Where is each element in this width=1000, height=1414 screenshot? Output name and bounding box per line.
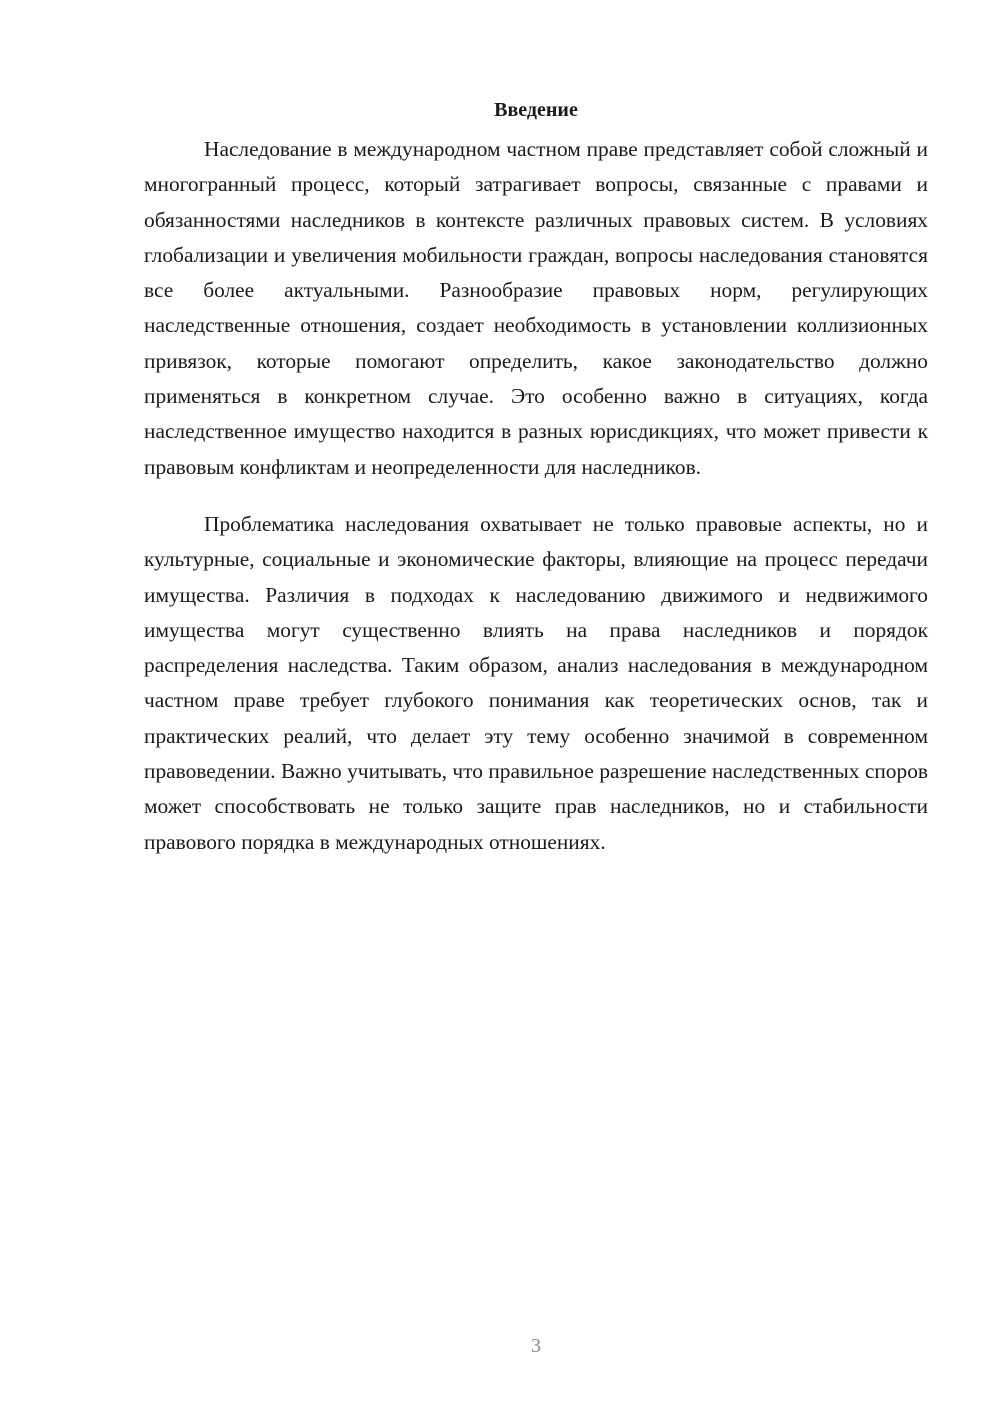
page-content bbox=[144, 96, 928, 860]
paragraph-1: Наследование в международном частном праве представляет собой сложный и многогранный процесс, который затрагивает вопросы, связанные с правами и обязанностями наследников в контексте различных правовых систем. В условиях глобализации и увеличения мобильности граждан, вопросы наследования становятся все более актуальными. Разнообразие правовых норм, регулирующих наследственные отношения, создает необходимость в установлении коллизионных привязок, которые помогают определить, какое законодательство должно применяться в конкретном случае. Это особенно важно в ситуациях, когда наследственное имущество находится в разных юрисдикциях, что может привести к правовым конфликтам и неопределенности для наследников. bbox=[144, 137, 928, 479]
section-title: Введение bbox=[494, 99, 578, 121]
paragraph-2: Проблематика наследования охватывает не только правовые аспекты, но и культурные, социальные и экономические факторы, влияющие на процесс передачи имущества. Различия в подходах к наследованию движимого и недвижимого имущества могут существенно влиять на права наследников и порядок распределения наследства. Таким образом, анализ наследования в международном частном праве требует глубокого понимания как теоретических основ, так и практических реалий, что делает эту тему особенно значимой в современном правоведении. Важно учитывать, что правильное разрешение наследственных споров может способствовать не только защите прав наследников, но и стабильности правового порядка в международных отношениях. bbox=[144, 511, 928, 854]
page-number: 3 bbox=[531, 1335, 541, 1357]
